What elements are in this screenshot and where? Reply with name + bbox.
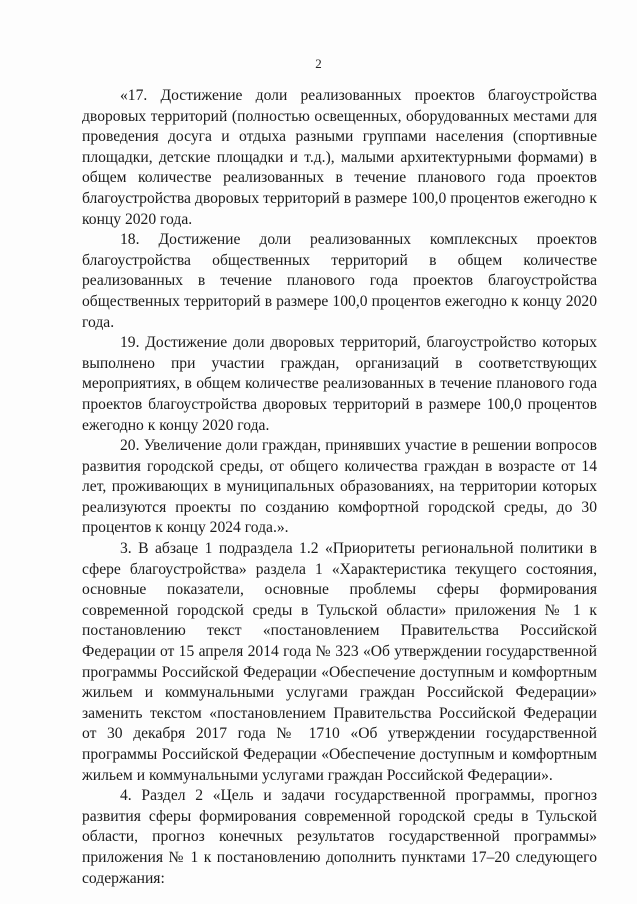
paragraph-item-18: 18. Достижение доли реализованных комплексных проектов благоустройства общественных территорий в общем количестве реализованных в течение планового года проектов благоустройства общественных территорий в размере 100,0 процентов ежегодно к концу 2020 года. [82, 231, 597, 331]
paragraph-amendment-4: 4. Раздел 2 «Цель и задачи государственной программы, прогноз развития сферы формирования современной городской среды в Тульской области, прогноз конечных результатов государственной программы» приложения № 1 к постановлению дополнить пунктами 17–20 следующего содержания: [82, 787, 597, 887]
page-number: 2 [315, 56, 322, 71]
document-body [82, 86, 597, 889]
paragraph-item-17: «17. Достижение доли реализованных проектов благоустройства дворовых территорий (полностью освещенных, оборудованных местами для проведения досуга и отдыха разными группами населения (спортивные площадки, детские площадки и т.д.), малыми архитектурными формами) в общем количестве реализованных в течение планового года проектов благоустройства дворовых территорий в размере 100,0 процентов ежегодно к концу 2020 года. [82, 87, 597, 228]
paragraph-amendment-3: 3. В абзаце 1 подраздела 1.2 «Приоритеты региональной политики в сфере благоустройства» раздела 1 «Характеристика текущего состояния, основные показатели, основные проблемы сферы формирования современной городской среды в Тульской области» приложения № 1 к постановлению текст «постановлением Правительства Российской Федерации от 15 апреля 2014 года № 323 «Об утверждении государственной программы Российской Федерации «Обеспечение доступным и комфортным жильем и коммунальными услугами граждан Российской Федерации» заменить текстом «постановлением Правительства Российской Федерации от 30 декабря 2017 года № 1710 «Об утверждении государственной программы Российской Федерации «Обеспечение доступным и комфортным жильем и коммунальными услугами граждан Российской Федерации». [82, 540, 597, 784]
paragraph-item-19: 19. Достижение доли дворовых территорий, благоустройство которых выполнено при участии граждан, организаций в соответствующих мероприятиях, в общем количестве реализованных в течение планового года проектов благоустройства дворовых территорий в размере 100,0 процентов ежегодно к концу 2020 года. [82, 334, 597, 434]
paragraph-item-20: 20. Увеличение доли граждан, принявших участие в решении вопросов развития городской среды, от общего количества граждан в возрасте от 14 лет, проживающих в муниципальных образованиях, на территории которых реализуются проекты по созданию комфортной городской среды, до 30 процентов к концу 2024 года.». [82, 437, 597, 537]
